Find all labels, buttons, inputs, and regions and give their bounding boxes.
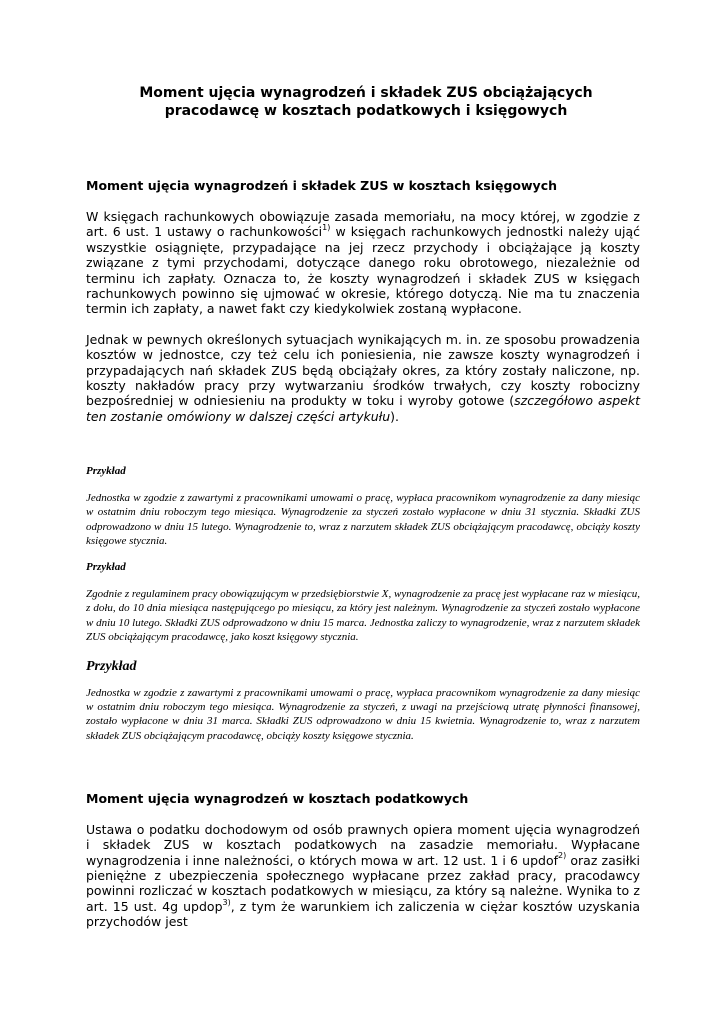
paragraph-text: w księgach rachunkowych jednostki należy ująć wszystkie osiągnięte, przypadające na jej rzecz przychody i obciążające ją koszty związane z tymi przychodami, dotyczące danego roku obrotowego, niezależnie od terminu ich zapłaty. Oznacza to, że koszty wynagrodzeń i składek ZUS w księgach rachunkowych powinno się ujmować w okresie, którego dotyczą. Nie ma tu znaczenia termin ich zapłaty, a nawet fakt czy kiedykolwiek zostaną wypłacone.: [86, 224, 641, 317]
footnote-ref-1: 1): [322, 223, 331, 233]
footnote-ref-3: 3): [222, 897, 231, 907]
example-text: Jednostka w zgodzie z zawartymi z pracownikami umowami o pracę, wypłaca pracownikom wynagrodzenie za dany miesiąc w ostatnim dniu roboczym tego miesiąca. Wynagrodzenie za styczeń zostało wypłacone w dniu 31 stycznia. Składki ZUS odprowadzono w dniu 15 lutego. Wynagrodzenie to, wraz z narzutem składek ZUS obciążającym pracodawcę, obciąży koszty księgowe stycznia.: [86, 492, 640, 547]
paragraph-text: ).: [390, 408, 399, 424]
paragraph-accounting-1: [86, 209, 640, 317]
footnote-ref-2: 2): [558, 851, 567, 861]
paragraph-italic-text: szczegółowo aspekt ten zostanie omówiony w dalszej części artykułu: [86, 393, 640, 424]
example-text: Jednostka w zgodzie z zawartymi z pracownikami umowami o pracę, wypłaca pracownikom wynagrodzenie za dany miesiąc w ostatnim dniu roboczym tego miesiąca. Wynagrodzenie za styczeń, z uwagi na przejściową utratę płynności finansowej, zostało wypłacone w dniu 31 marca. Składki ZUS odprowadzono w dniu 15 kwietnia. Wynagrodzenie to, wraz z narzutem składek ZUS obciążającym pracodawcę, obciąży koszty księgowe stycznia.: [86, 686, 640, 742]
paragraph-tax-1: [86, 822, 640, 930]
paragraph-text: oraz zasiłki pieniężne z ubezpieczenia społecznego wypłacane przez zakład pracy, pracodawcy powinni rozliczać w kosztach podatkowych w miesiącu, za który są należne. Wynika to z art. 15 ust. 4g updop: [86, 852, 640, 914]
section-heading-tax: Moment ujęcia wynagrodzeń w kosztach podatkowych: [86, 790, 469, 806]
example-2: [86, 560, 640, 644]
section-heading-accounting: Moment ujęcia wynagrodzeń i składek ZUS w kosztach księgowych: [86, 178, 558, 193]
paragraph-text: , z tym że warunkiem ich zaliczenia w ciężar kosztów uzyskania przychodów jest: [86, 898, 640, 930]
example-1: [86, 464, 640, 548]
example-text: Zgodnie z regulaminem pracy obowiązującym w przedsiębiorstwie X, wynagrodzenie za pracę jest wypłacane raz w miesiącu, z dołu, do 10 dnia miesiąca następującego po miesiącu, za który jest należnym. Wynagrodzenie za styczeń zostało wypłacone w dniu 10 lutego. Składki ZUS odprowadzono w dniu 15 marca. Jednostka zaliczy to wynagrodzenie, wraz z narzutem składek ZUS obciążającym pracodawcę, jako koszt księgowy stycznia.: [86, 588, 640, 643]
paragraph-accounting-2: [86, 332, 640, 424]
paragraph-text: W księgach rachunkowych obowiązuje zasada memoriału, na mocy której, w zgodzie z art. 6 ust. 1 ustawy o rachunkowości: [86, 209, 640, 240]
document-page: [86, 84, 640, 930]
example-3: [86, 660, 640, 743]
example-label: Przykład: [86, 465, 126, 478]
example-label: Przykład: [86, 561, 126, 574]
paragraph-text: Jednak w pewnych określonych sytuacjach wynikających m. in. ze sposobu prowadzenia kosztów w jednostce, czy też celu ich poniesienia, nie zawsze koszty wynagrodzeń i przypadających nań składek ZUS będą obciążały okres, za który zostały naliczone, np. koszty nakładów pracy przy wytwarzaniu środków trwałych, czy koszty robocizny bezpośredniej w odniesieniu na produkty w toku i wyroby gotowe (: [86, 331, 640, 409]
example-label: Przykład: [86, 658, 137, 674]
page-title: Moment ujęcia wynagrodzeń i składek ZUS obciążających pracodawcę w kosztach podatkowych i księgowych: [139, 85, 593, 119]
paragraph-text: Ustawa o podatku dochodowym od osób prawnych opiera moment ujęcia wynagrodzeń i składek ZUS w kosztach podatkowych na zasadzie memoriału. Wypłacane wynagrodzenia i inne należności, o których mowa w art. 12 ust. 1 i 6 updof: [86, 821, 640, 868]
